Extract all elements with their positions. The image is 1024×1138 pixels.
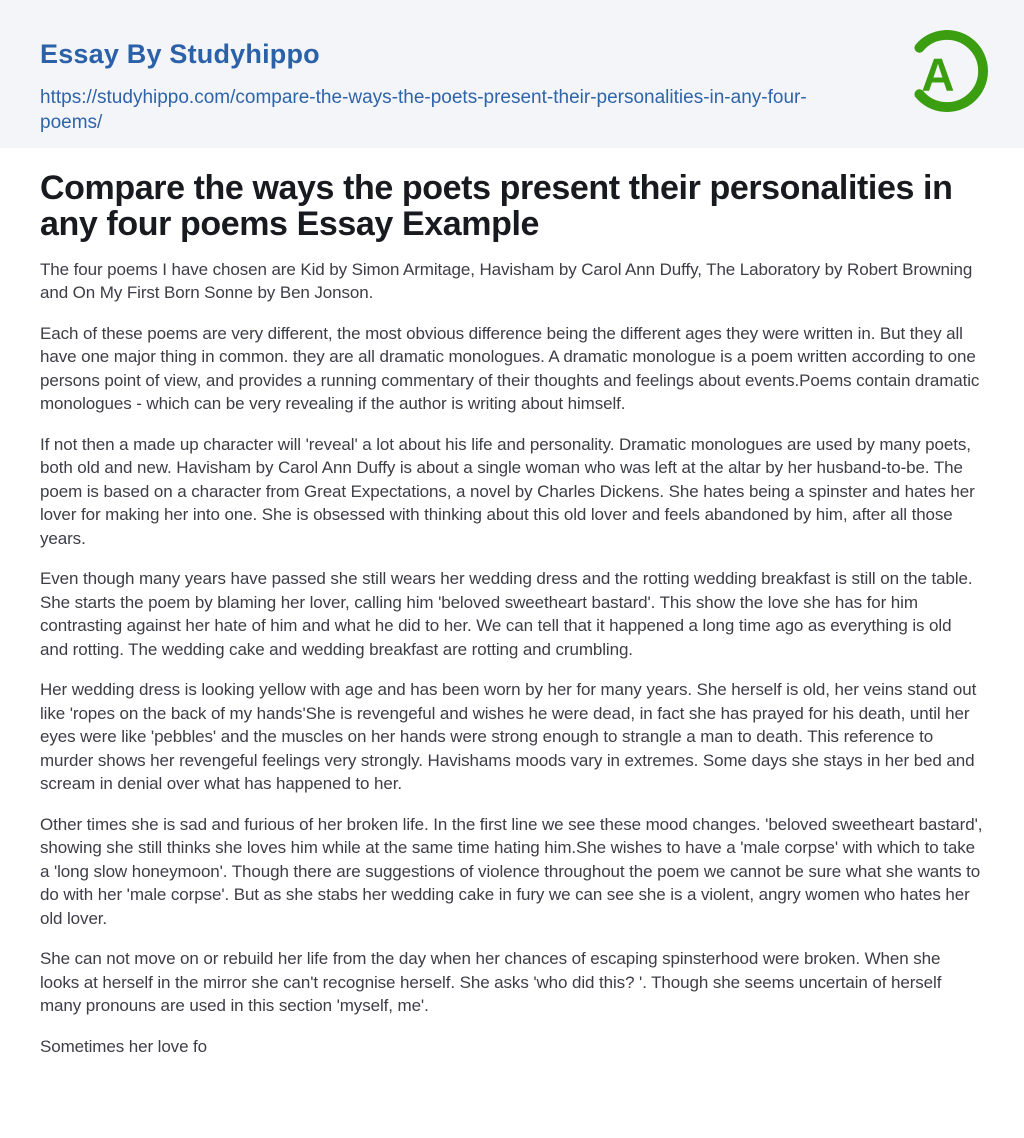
- essay-paragraph: Each of these poems are very different, the most obvious difference being the different ages they were written in. But they all have one major thing in common. they are all dramatic monologues. A dramatic monologue is a poem written according to one persons point of view, and provides a running commentary of their thoughts and feelings about events.Poems contain dramatic monologues - which can be very revealing if the author is writing about himself.: [40, 323, 980, 414]
- page-header: [0, 0, 1024, 148]
- studyhippo-logo: [906, 30, 988, 112]
- essay-paragraph: Other times she is sad and furious of her broken life. In the first line we see these mood changes. 'beloved sweetheart bastard', showing she still thinks she loves him while at the same time hating him.She wishes to have a 'male corpse' with which to take a 'long slow honeymoon'. Though there are suggestions of violence throughout the poem we cannot be sure what she wants to do with her 'male corpse'. But as she stabs her wedding cake in fury we can see she is a violent, angry women who hates her old lover.: [40, 814, 983, 928]
- logo-arc-icon: [906, 30, 988, 112]
- essay-body: [40, 258, 984, 1059]
- logo-letter: A: [921, 48, 955, 101]
- essay-paragraph: She can not move on or rebuild her life from the day when her chances of escaping spinsterhood were broken. When she looks at herself in the mirror she can't recognise herself. She asks 'who did this? '. Though she seems uncertain of herself many pronouns are used in this section 'myself, me'.: [40, 949, 942, 1016]
- page-url-link[interactable]: https://studyhippo.com/compare-the-ways-the-poets-present-their-personalities-in-any-four-poems/: [40, 86, 807, 133]
- essay-paragraph: Sometimes her love fo: [40, 1036, 208, 1056]
- site-title: Essay By Studyhippo: [40, 39, 320, 69]
- essay-paragraph: If not then a made up character will 'reveal' a lot about his life and personality. Dramatic monologues are used by many poets, both old and new. Havisham by Carol Ann Duffy is about a single woman who was left at the altar by her husband-to-be. The poem is based on a character from Great Expectations, a novel by Charles Dickens. She hates being a spinster and hates her lover for making her into one. She is obsessed with thinking about this old lover and feels abandoned by him, after all those years.: [40, 434, 975, 548]
- essay-title: Compare the ways the poets present their personalities in any four poems Essay Example: [40, 169, 953, 244]
- essay-article: [0, 170, 1024, 1058]
- essay-paragraph: Even though many years have passed she still wears her wedding dress and the rotting wedding breakfast is still on the table. She starts the poem by blaming her lover, calling him 'beloved sweetheart bastard'. This show the love she has for him contrasting against her hate of him and what he did to her. We can tell that it happened a long time ago as everything is old and rotting. The wedding cake and wedding breakfast are rotting and crumbling.: [40, 569, 973, 659]
- essay-paragraph: Her wedding dress is looking yellow with age and has been worn by her for many years. She herself is old, her veins stand out like 'ropes on the back of my hands'She is revengeful and wishes he were dead, in fact she has prayed for his death, until her eyes were like 'pebbles' and the muscles on her hands were strong enough to strangle a man to death. This reference to murder shows her revengeful feelings very strongly. Havishams moods vary in extremes. Some days she stays in her bed and scream in denial over what has happened to her.: [40, 680, 977, 794]
- essay-paragraph: The four poems I have chosen are Kid by Simon Armitage, Havisham by Carol Ann Duffy, The Laboratory by Robert Browning and On My First Born Sonne by Ben Jonson.: [40, 259, 973, 303]
- header-text-block: [40, 40, 835, 135]
